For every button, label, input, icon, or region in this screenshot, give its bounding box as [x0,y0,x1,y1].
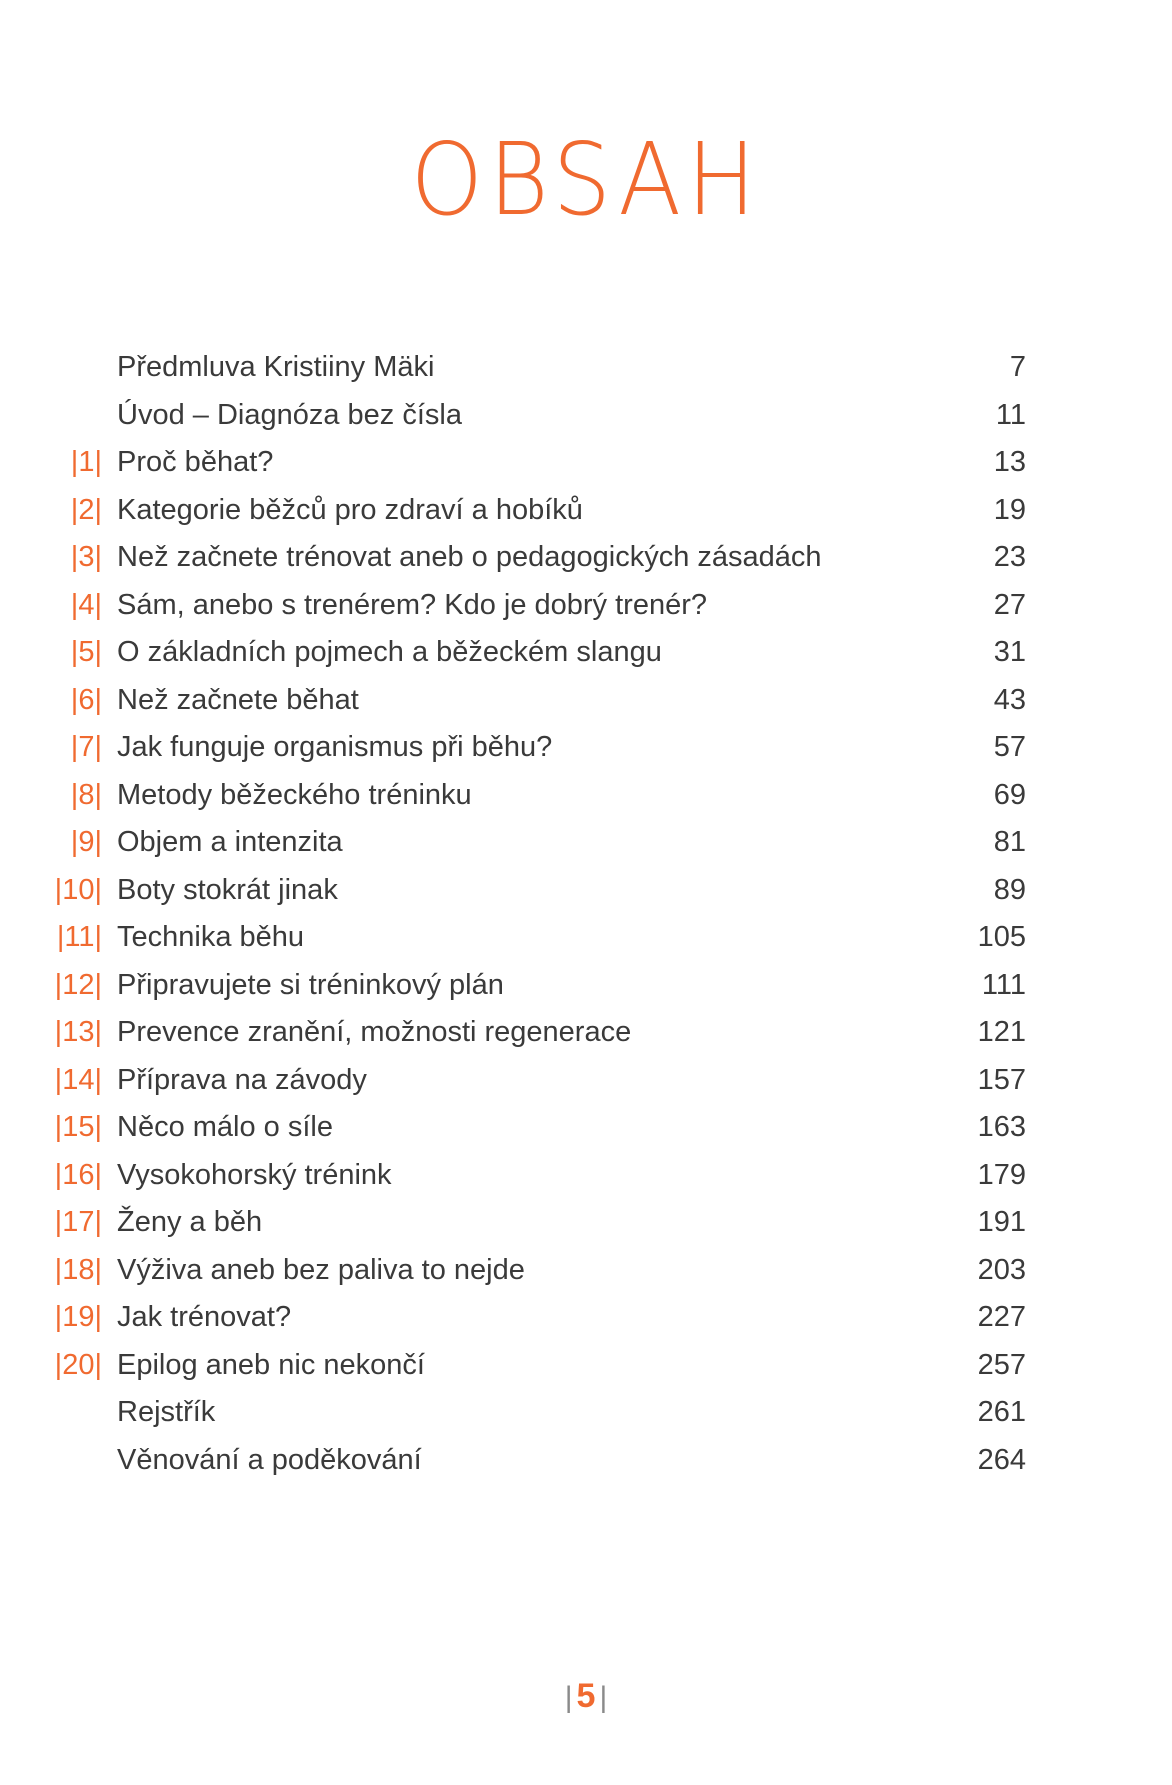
folio-right-bar: | [599,1681,608,1714]
toc-entry [0,1437,1172,1485]
toc-entry [0,914,1172,962]
toc-entry-title: Proč běhat? [117,446,274,478]
toc-page-number: 179 [977,1158,1026,1191]
toc-entry [0,1389,1172,1437]
toc-page-number: 89 [993,873,1026,906]
toc-entry-title: Epilog aneb nic nekončí [117,1348,425,1381]
toc-entry [0,819,1172,867]
toc-page-number: 261 [977,1396,1026,1428]
toc-chapter-number: |10| [54,873,102,906]
toc-chapter-number: |5| [70,636,102,668]
toc-entry-title: Technika běhu [117,921,305,953]
toc-chapter-number: |1| [70,446,102,478]
toc-page-number: 191 [977,1206,1026,1238]
toc-entry [0,1057,1172,1105]
toc-entry-title: Rejstřík [117,1396,216,1428]
toc-page-number: 27 [993,588,1026,621]
toc-entry [0,1152,1172,1200]
toc-entry [0,1009,1172,1057]
toc-page-number: 7 [1009,351,1026,383]
toc-page-number: 43 [993,683,1026,716]
toc-page-number: 105 [977,921,1026,953]
toc-page-number: 257 [977,1348,1026,1381]
toc-entry [0,344,1172,392]
toc-page-number: 227 [977,1301,1026,1333]
toc-chapter-number: |7| [70,731,102,763]
toc-page-number: 81 [993,826,1026,858]
toc-entry-title: Věnování a poděkování [117,1443,422,1476]
page-folio [0,1676,1172,1718]
page-title: OBSAH [410,121,762,238]
table-of-contents [0,344,1172,1484]
toc-entry [0,1199,1172,1247]
toc-entry-title: Úvod – Diagnóza bez čísla [117,398,462,431]
toc-entry [0,392,1172,440]
toc-entry-title: Jak trénovat? [117,1301,292,1333]
toc-entry [0,534,1172,582]
toc-chapter-number: |12| [54,968,102,1001]
toc-page-number: 13 [993,446,1026,478]
toc-chapter-number: |13| [54,1016,102,1048]
toc-entry-title: Něco málo o síle [117,1111,333,1143]
toc-entry-title: Sám, anebo s trenérem? Kdo je dobrý trenér? [117,588,707,621]
toc-entry [0,1294,1172,1342]
folio-page-number: 5 [576,1677,596,1715]
toc-entry-title: Boty stokrát jinak [117,873,338,906]
toc-entry [0,487,1172,535]
toc-chapter-number: |19| [54,1301,102,1333]
toc-chapter-number: |20| [54,1348,102,1381]
toc-entry [0,962,1172,1010]
toc-page-number: 23 [993,541,1026,573]
toc-chapter-number: |2| [70,493,102,526]
toc-chapter-number: |3| [70,541,102,573]
toc-chapter-number: |18| [54,1253,102,1286]
toc-page-number: 19 [993,493,1026,526]
toc-chapter-number: |9| [70,826,102,858]
toc-entry-title: Kategorie běžců pro zdraví a hobíků [117,493,583,526]
toc-chapter-number: |15| [54,1111,102,1143]
toc-entry [0,1342,1172,1390]
toc-entry-title: Než začnete běhat [117,683,359,716]
toc-entry [0,629,1172,677]
toc-page-number: 163 [977,1111,1026,1143]
toc-page-number: 157 [977,1063,1026,1096]
toc-entry [0,439,1172,487]
toc-entry [0,724,1172,772]
toc-entry [0,867,1172,915]
folio-left-bar: | [564,1681,573,1714]
toc-page-number: 121 [977,1016,1026,1048]
toc-entry [0,1104,1172,1152]
toc-entry [0,772,1172,820]
toc-page-number: 203 [977,1253,1026,1286]
toc-entry-title: Než začnete trénovat aneb o pedagogických zásadách [117,541,822,573]
toc-page-number: 31 [993,636,1026,668]
toc-page-number: 111 [981,968,1026,1001]
toc-page-number: 264 [977,1443,1026,1476]
toc-page-number: 69 [993,778,1026,811]
toc-entry-title: Připravujete si tréninkový plán [117,968,504,1001]
toc-entry [0,582,1172,630]
toc-chapter-number: |8| [70,778,102,811]
toc-page-number: 57 [993,731,1026,763]
toc-chapter-number: |14| [54,1063,102,1096]
toc-entry [0,677,1172,725]
toc-entry-title: Prevence zranění, možnosti regenerace [117,1016,632,1048]
toc-entry-title: Příprava na závody [117,1063,367,1096]
toc-chapter-number: |17| [54,1206,102,1238]
toc-chapter-number: |11| [56,921,102,953]
toc-entry-title: Ženy a běh [117,1206,263,1238]
toc-entry-title: Předmluva Kristiiny Mäki [117,351,435,383]
toc-entry-title: Jak funguje organismus při běhu? [117,731,553,763]
toc-entry-title: Metody běžeckého tréninku [117,778,472,811]
toc-entry-title: Výživa aneb bez paliva to nejde [117,1253,525,1286]
toc-page-number: 11 [995,398,1026,431]
toc-chapter-number: |4| [70,588,102,621]
toc-entry-title: Objem a intenzita [117,826,343,858]
toc-entry [0,1247,1172,1295]
toc-chapter-number: |6| [70,683,102,716]
toc-chapter-number: |16| [54,1158,102,1191]
toc-entry-title: Vysokohorský trénink [117,1158,392,1191]
toc-entry-title: O základních pojmech a běžeckém slangu [117,636,662,668]
